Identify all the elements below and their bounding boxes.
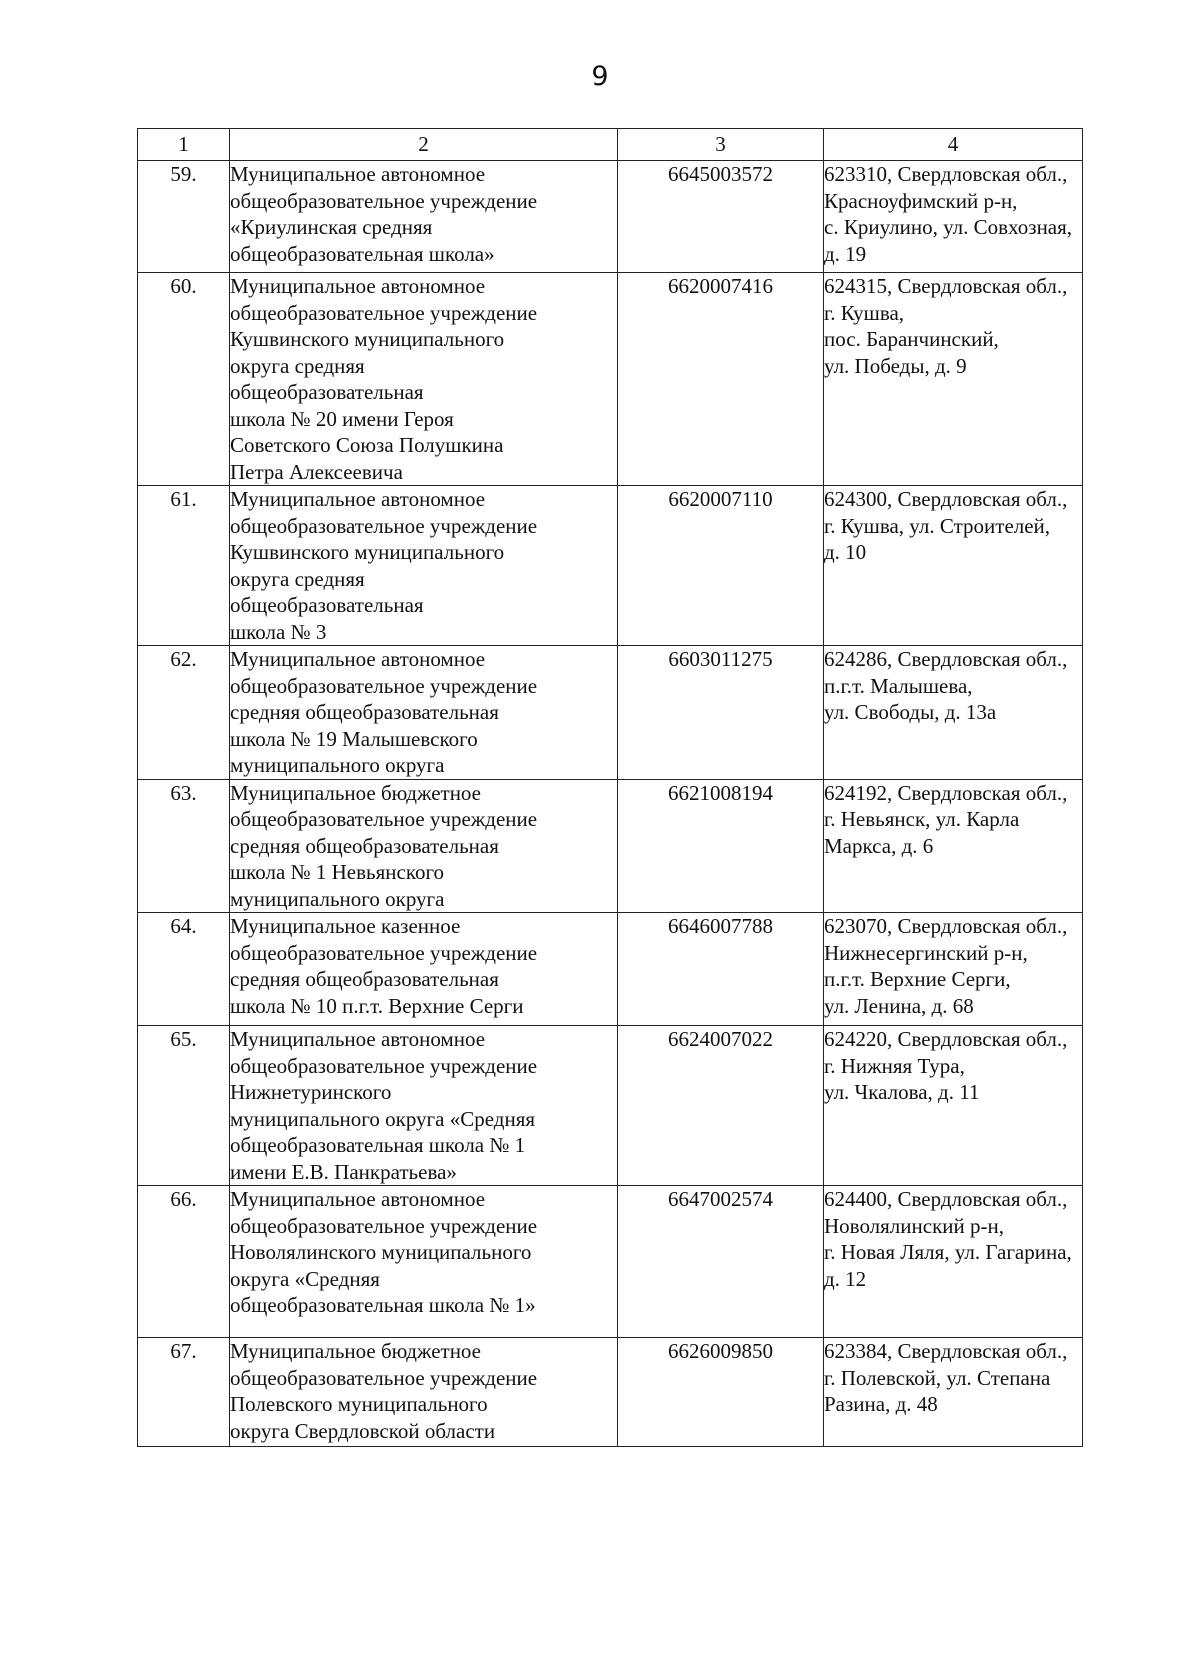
inn-number: 6624007022 — [618, 1026, 824, 1186]
inn-number: 6626009850 — [618, 1338, 824, 1447]
institution-name-line: муниципального округа — [230, 886, 445, 911]
address-line: г. Нижняя Тура, — [824, 1053, 965, 1078]
institution-name-line: общеобразовательная школа № 1» — [230, 1293, 536, 1317]
address-line: 623310, Свердловская обл., — [824, 162, 1068, 186]
institution-name — [230, 486, 618, 646]
page-number: 9 — [591, 61, 609, 92]
institution-name-line: Муниципальное автономное — [230, 1187, 486, 1211]
institution-name-line: Нижнетуринского — [230, 1080, 392, 1104]
address — [824, 273, 1083, 486]
address-line: п.г.т. Верхние Серги, — [824, 967, 1011, 991]
institution-name-line: общеобразовательное учреждение — [230, 1365, 538, 1390]
table-row — [138, 1186, 1083, 1338]
row-number: 59. — [138, 161, 230, 273]
institution-name-line: Новолялинского муниципального — [230, 1240, 532, 1264]
address-line: ул. Ленина, д. 68 — [824, 993, 974, 1018]
address — [824, 161, 1083, 273]
institution-name-line: Муниципальное автономное — [230, 1027, 486, 1051]
address-line: д. 10 — [824, 540, 867, 564]
inn-number: 6645003572 — [618, 161, 824, 273]
address-line: г. Кушва, — [824, 300, 905, 325]
institution-name — [230, 1186, 618, 1338]
institution-name-line: Петра Алексеевича — [230, 459, 403, 484]
address-line: г. Полевской, ул. Степана — [824, 1365, 1051, 1390]
address-line: д. 19 — [824, 241, 867, 266]
address-line: 624220, Свердловская обл., — [824, 1027, 1068, 1051]
address — [824, 646, 1083, 780]
institution-name-line: школа № 3 — [230, 619, 327, 644]
institution-name-line: Муниципальное автономное — [230, 274, 486, 298]
inn-number: 6620007110 — [618, 486, 824, 646]
address-line: 624400, Свердловская обл., — [824, 1187, 1068, 1211]
institution-name-line: Кушвинского муниципального — [230, 540, 505, 564]
address-line: пос. Баранчинский, — [824, 327, 999, 351]
header-col-2: 2 — [230, 129, 618, 161]
table-body — [138, 161, 1083, 1447]
schools-table — [137, 128, 1083, 1447]
address-line: г. Невьянск, ул. Карла — [824, 807, 1020, 831]
address-line: Новолялинский р-н, — [824, 1213, 1004, 1238]
institution-name-line: Муниципальное бюджетное — [230, 1339, 482, 1363]
institution-name-line: общеобразовательная школа» — [230, 241, 495, 266]
institution-name — [230, 913, 618, 1026]
table-row — [138, 1026, 1083, 1186]
address — [824, 486, 1083, 646]
row-number: 62. — [138, 646, 230, 780]
institution-name — [230, 273, 618, 486]
address — [824, 1026, 1083, 1186]
institution-name-line: округа средняя — [230, 353, 365, 378]
address-line: с. Криулино, ул. Совхозная, — [824, 215, 1073, 239]
institution-name-line: общеобразовательное учреждение — [230, 1213, 538, 1238]
institution-name-line: общеобразовательное учреждение — [230, 673, 538, 698]
table-row — [138, 161, 1083, 273]
address-line: ул. Победы, д. 9 — [824, 353, 967, 378]
institution-name-line: имени Е.В. Панкратьева» — [230, 1159, 457, 1184]
institution-name-line: общеобразовательное учреждение — [230, 300, 538, 325]
institution-name-line: Муниципальное автономное — [230, 162, 486, 186]
institution-name-line: Советского Союза Полушкина — [230, 433, 504, 457]
row-number: 61. — [138, 486, 230, 646]
institution-name — [230, 1026, 618, 1186]
address-line: Нижнесергинский р-н, — [824, 940, 1028, 965]
table-row — [138, 913, 1083, 1026]
institution-name-line: средняя общеобразовательная — [230, 967, 499, 991]
address-line: 624315, Свердловская обл., — [824, 274, 1068, 298]
address — [824, 913, 1083, 1026]
table-row — [138, 646, 1083, 780]
table-header — [138, 129, 1083, 161]
institution-name-line: округа средняя — [230, 566, 365, 591]
address-line: 624300, Свердловская обл., — [824, 487, 1068, 511]
inn-number: 6621008194 — [618, 779, 824, 913]
institution-name-line: округа «Средняя — [230, 1266, 380, 1291]
institution-name-line: школа № 10 п.г.т. Верхние Серги — [230, 993, 524, 1018]
address-line: д. 12 — [824, 1266, 867, 1291]
institution-name — [230, 646, 618, 780]
row-number: 65. — [138, 1026, 230, 1186]
institution-name-line: школа № 20 имени Героя — [230, 406, 454, 431]
institution-name-line: Муниципальное автономное — [230, 487, 486, 511]
address-line: Красноуфимский р-н, — [824, 188, 1018, 213]
inn-number: 6603011275 — [618, 646, 824, 780]
institution-name-line: общеобразовательная — [230, 593, 424, 617]
institution-name — [230, 161, 618, 273]
address-line: 623070, Свердловская обл., — [824, 914, 1068, 938]
address-line: 624286, Свердловская обл., — [824, 647, 1068, 671]
row-number: 63. — [138, 779, 230, 913]
inn-number: 6646007788 — [618, 913, 824, 1026]
inn-number: 6620007416 — [618, 273, 824, 486]
institution-name — [230, 1338, 618, 1447]
row-number: 64. — [138, 913, 230, 1026]
institution-name-line: общеобразовательное учреждение — [230, 940, 538, 965]
institution-name-line: муниципального округа «Средняя — [230, 1106, 536, 1131]
header-col-1: 1 — [138, 129, 230, 161]
institution-name-line: общеобразовательное учреждение — [230, 513, 538, 538]
row-number: 66. — [138, 1186, 230, 1338]
address-line: 623384, Свердловская обл., — [824, 1339, 1068, 1363]
header-col-4: 4 — [824, 129, 1083, 161]
table-row — [138, 779, 1083, 913]
row-number: 60. — [138, 273, 230, 486]
institution-name-line: Муниципальное автономное — [230, 647, 486, 671]
address-line: г. Кушва, ул. Строителей, — [824, 513, 1051, 538]
address-line: г. Новая Ляля, ул. Гагарина, — [824, 1240, 1072, 1264]
institution-name-line: средняя общеобразовательная — [230, 833, 499, 858]
institution-name-line: муниципального округа — [230, 753, 445, 777]
institution-name-line: общеобразовательная — [230, 380, 424, 404]
address — [824, 779, 1083, 913]
institution-name-line: общеобразовательное учреждение — [230, 807, 538, 831]
institution-name-line: Полевского муниципального — [230, 1392, 488, 1416]
institution-name-line: общеобразовательная школа № 1 — [230, 1133, 526, 1157]
institution-name-line: средняя общеобразовательная — [230, 700, 499, 724]
address-line: ул. Чкалова, д. 11 — [824, 1080, 980, 1104]
address — [824, 1186, 1083, 1338]
institution-name-line: Кушвинского муниципального — [230, 327, 505, 351]
address-line: п.г.т. Малышева, — [824, 673, 973, 698]
institution-name-line: школа № 19 Малышевского — [230, 726, 478, 751]
institution-name-line: округа Свердловской области — [230, 1418, 496, 1443]
institution-name-line: общеобразовательное учреждение — [230, 188, 538, 213]
inn-number: 6647002574 — [618, 1186, 824, 1338]
address-line: 624192, Свердловская обл., — [824, 780, 1068, 805]
address — [824, 1338, 1083, 1447]
institution-name-line: Муниципальное казенное — [230, 914, 461, 938]
institution-name-line: школа № 1 Невьянского — [230, 860, 445, 884]
table-row — [138, 1338, 1083, 1447]
table-row — [138, 486, 1083, 646]
institution-name-line: общеобразовательное учреждение — [230, 1053, 538, 1078]
address-line: Разина, д. 48 — [824, 1392, 938, 1416]
institution-name — [230, 779, 618, 913]
table-row — [138, 273, 1083, 486]
address-line: ул. Свободы, д. 13а — [824, 700, 997, 724]
row-number: 67. — [138, 1338, 230, 1447]
institution-name-line: Муниципальное бюджетное — [230, 780, 482, 805]
header-col-3: 3 — [618, 129, 824, 161]
address-line: Маркса, д. 6 — [824, 833, 934, 858]
institution-name-line: «Криулинская средняя — [230, 215, 433, 239]
